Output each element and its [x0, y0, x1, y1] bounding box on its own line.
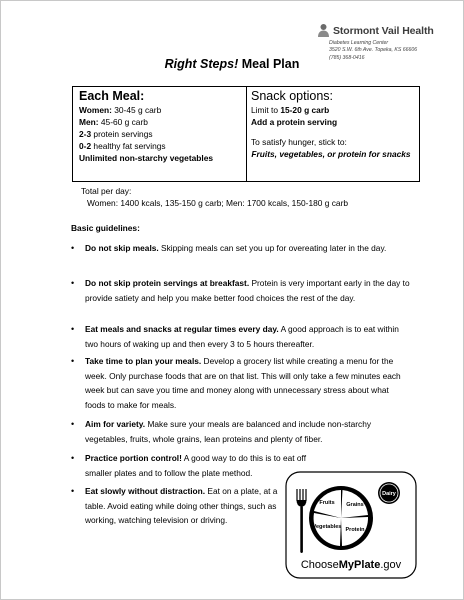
guideline-item: • Practice portion control! A good way to do this is to eat off smaller plates and to follow the plate method.	[71, 451, 411, 480]
org-line-2: 3520 S.W. 6th Ave. Topeka, KS 66606	[329, 47, 418, 54]
plate-vegetables-label: Vegetables	[312, 524, 342, 530]
snack-protein-line: Add a protein serving	[251, 117, 338, 127]
total-per-day	[81, 185, 348, 209]
bullet-icon: •	[71, 419, 75, 429]
total-values: Women: 1400 kcals, 135-150 g carb; Men: 1700 kcals, 150-180 g carb	[87, 198, 349, 208]
snack-hunger-line: To satisfy hunger, stick to:	[251, 137, 347, 147]
plate-fruits-label: Fruits	[319, 500, 335, 506]
title-italic: Right Steps!	[164, 57, 239, 71]
fat-line: 0-2 healthy fat servings	[79, 141, 166, 151]
plate-protein-label: Protein	[345, 527, 365, 533]
guideline-item: • Take time to plan your meals. Develop a grocery list while creating a menu for the week. Only purchase foods that are on that list. This will only take a few minutes each week but can save you time and money along with unnecessary stress about what foods to make for meals.	[71, 354, 411, 412]
guideline-item: • Eat slowly without distraction. Eat on a plate, at a table. Avoid eating while doing other things, such as working, watching television or driving.	[71, 484, 411, 528]
org-line-3: (785) 368-0416	[329, 54, 365, 61]
bullet-icon: •	[71, 243, 75, 253]
bullet-icon: •	[71, 324, 75, 334]
choosemyplate-brand: ChooseMyPlate.gov	[300, 559, 402, 571]
myplate-graphic	[285, 471, 417, 579]
guideline-item: • Eat meals and snacks at regular times every day. A good approach is to eat within two hours of waking up and then every 3 to 5 hours thereafter.	[71, 322, 411, 351]
bullet-icon: •	[71, 356, 75, 366]
basic-guidelines-heading: Basic guidelines:	[71, 223, 140, 233]
guideline-item: • Do not skip meals. Skipping meals can set you up for overeating later in the day.	[71, 241, 411, 256]
bullet-icon: •	[71, 453, 75, 463]
protein-line: 2-3 protein servings	[79, 129, 153, 139]
guideline-item: • Aim for variety. Make sure your meals are balanced and include non-starchy vegetables, fruits, whole grains, lean proteins and plenty of fiber.	[71, 417, 411, 446]
vegetables-line: Unlimited non-starchy vegetables	[79, 153, 214, 163]
snack-column	[247, 87, 419, 181]
title-rest: Meal Plan	[238, 57, 300, 71]
women-line: Women: 30-45 g carb	[79, 105, 162, 115]
each-meal-column	[73, 87, 247, 181]
each-meal-heading: Each Meal:	[79, 89, 145, 103]
plate-dairy-label: Dairy	[382, 491, 396, 497]
logo-mark-icon	[317, 23, 330, 38]
bullet-icon: •	[71, 486, 75, 496]
snack-limit-line: Limit to 15-20 g carb	[251, 105, 330, 115]
men-line: Men: 45-60 g carb	[79, 117, 148, 127]
snack-heading: Snack options:	[251, 89, 333, 103]
org-line-1: Diabetes Learning Center	[329, 40, 389, 46]
snack-fruits-line: Fruits, vegetables, or protein for snacks	[251, 149, 411, 159]
meal-table	[72, 86, 420, 182]
plate-grains-label: Grains	[346, 502, 364, 508]
guideline-item: • Do not skip protein servings at breakfast. Protein is very important early in the day to provide satiety and help you make better food choices the rest of the day.	[71, 276, 411, 305]
total-heading: Total per day:	[81, 186, 132, 196]
bullet-icon: •	[71, 278, 75, 288]
org-name: Stormont Vail Health	[333, 24, 434, 37]
page-title	[1, 54, 463, 71]
